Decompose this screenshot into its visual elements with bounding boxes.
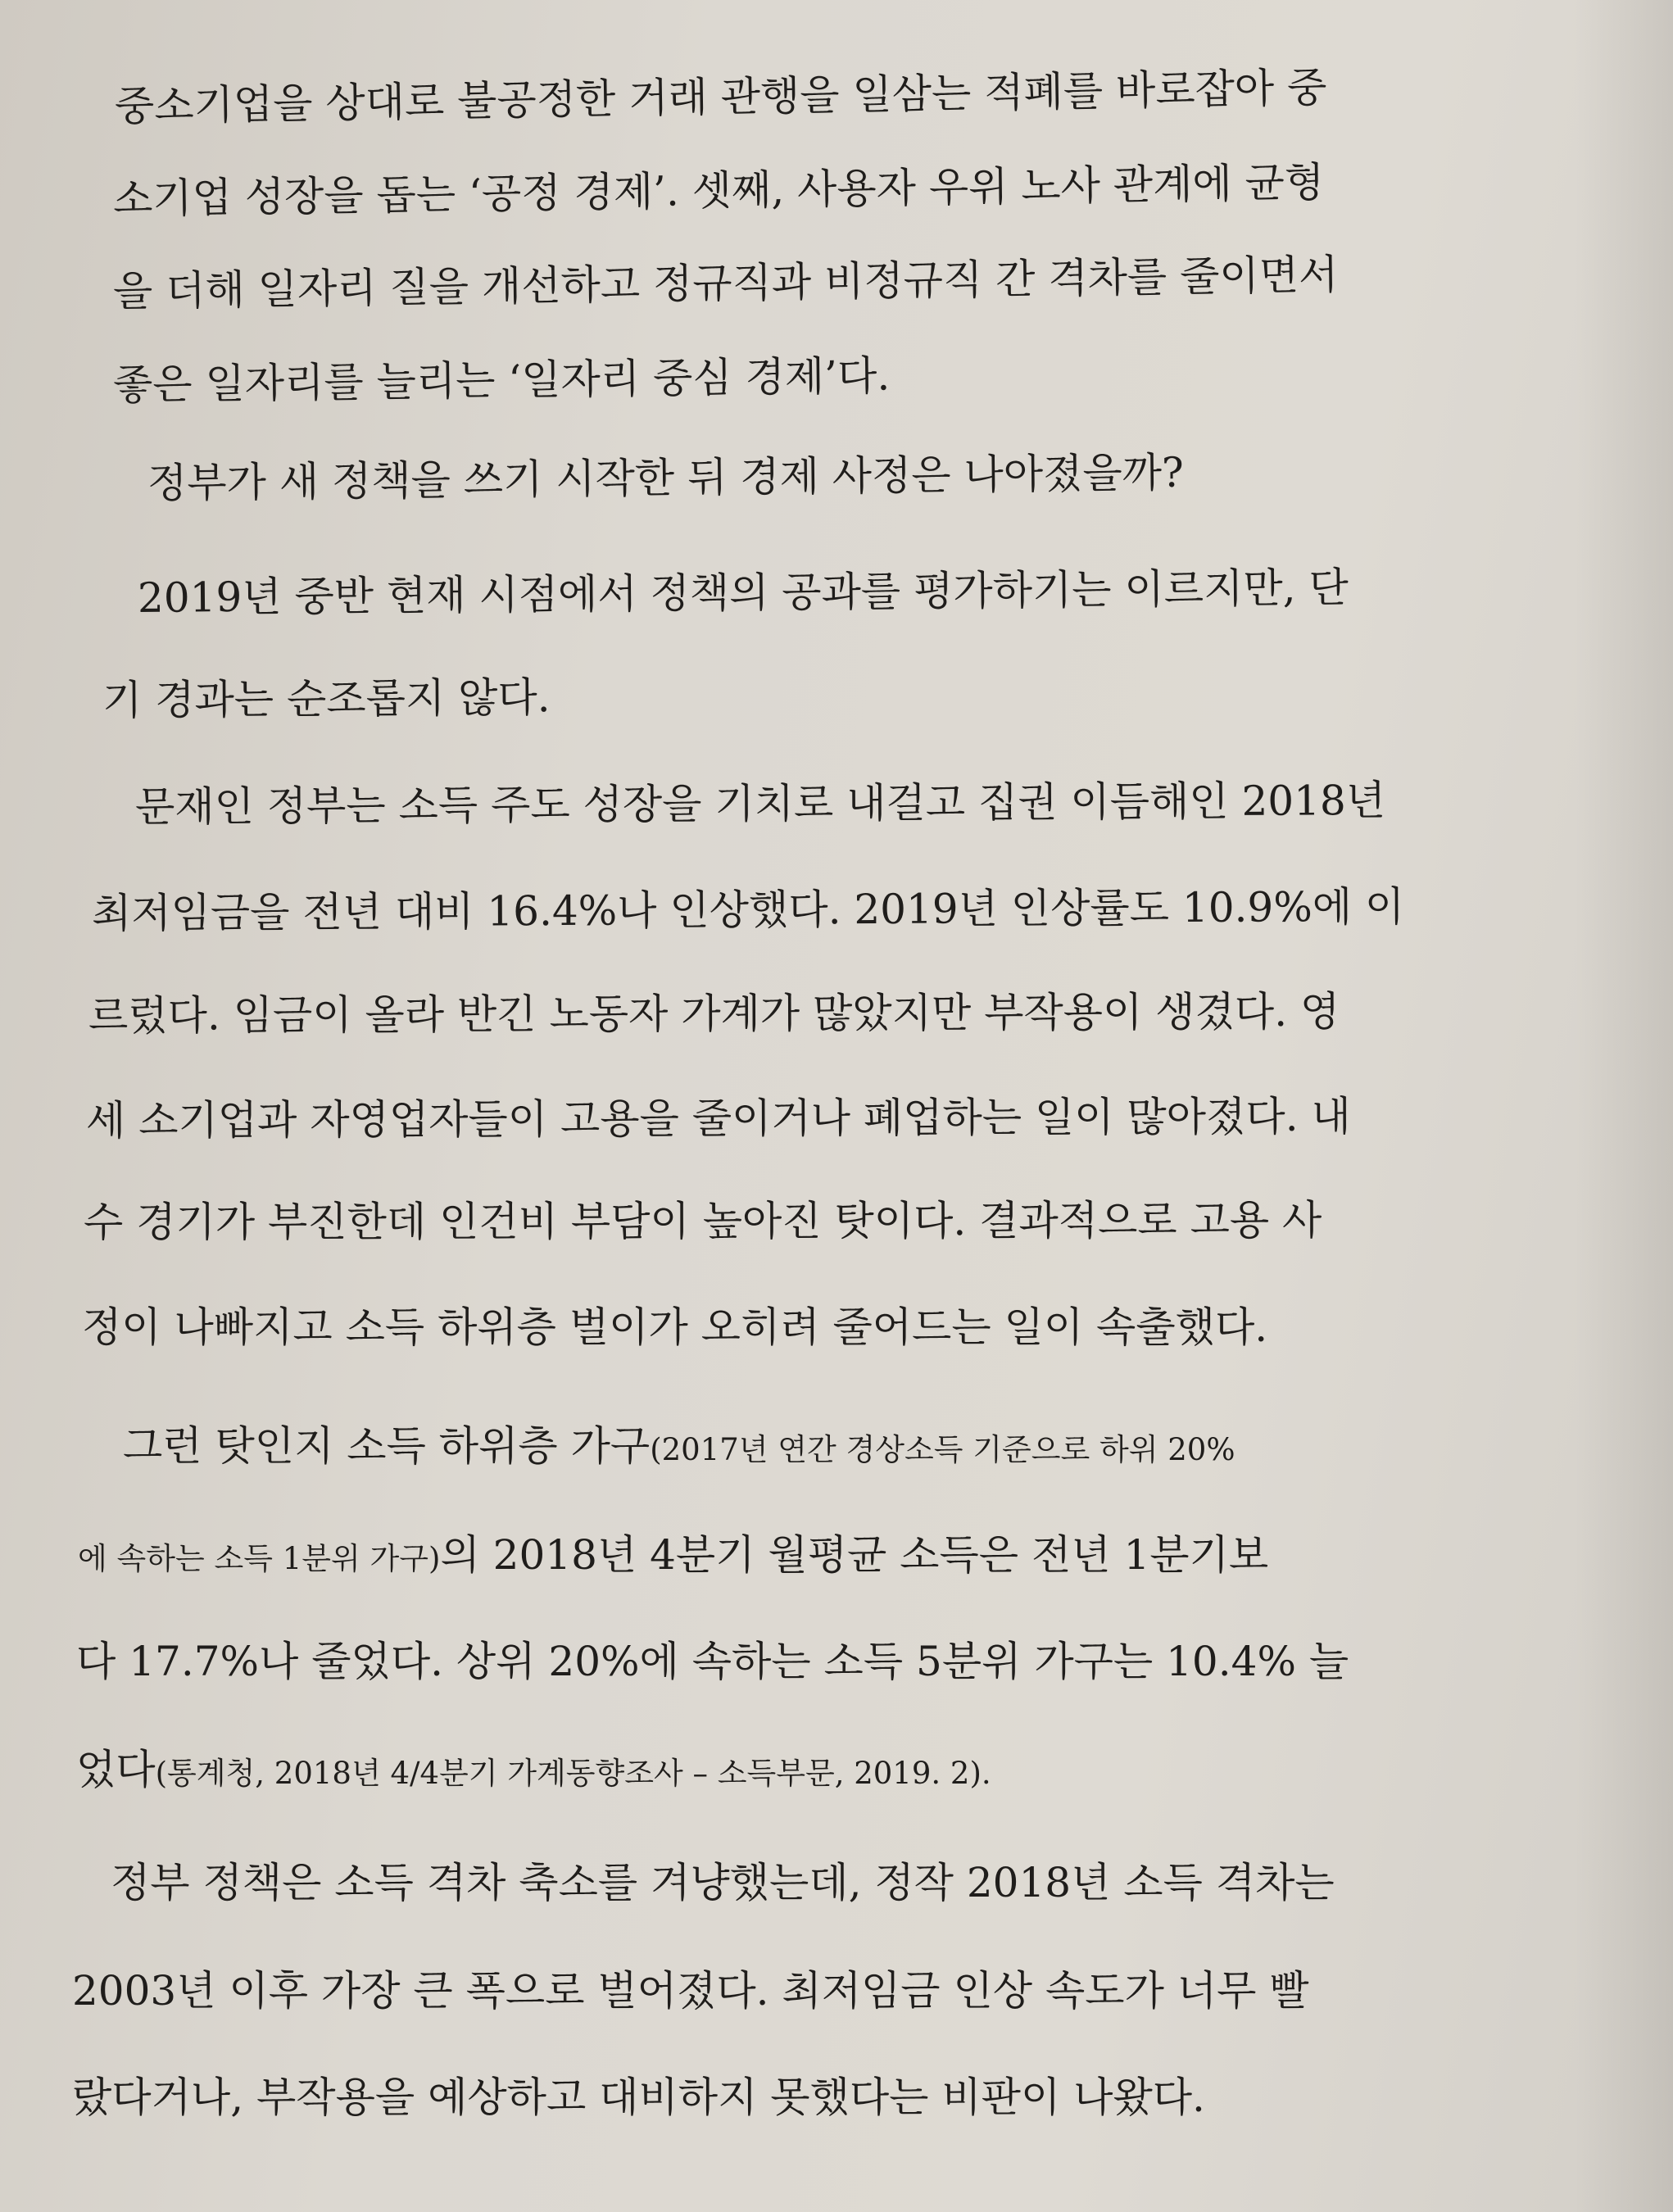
text-line: 문재인 정부는 소득 주도 성장을 기치로 내걸고 집권 이듬해인 2018년 [134,777,1386,831]
parenthetical-note: 에 속하는 소득 1분위 가구) [78,1541,441,1576]
text-line: 좋은 일자리를 늘리는 ‘일자리 중심 경제’다. [112,351,891,409]
text-line [76,1745,991,1798]
text-segment: 그런 탓인지 소득 하위층 가구 [123,1422,651,1470]
text-line: 정부 정책은 소득 격차 축소를 겨냥했는데, 정작 2018년 소득 격차는 [111,1859,1335,1906]
text-line: 기 경과는 순조롭지 않다. [102,673,551,724]
text-segment: 었다 [76,1746,156,1793]
text-line: 다 17.7%나 줄었다. 상위 20%에 속하는 소득 5분위 가구는 10.4% 늘 [76,1638,1349,1685]
text-line: 르렀다. 임금이 올라 반긴 노동자 가계가 많았지만 부작용이 생겼다. 영 [88,987,1340,1040]
text-line: 정이 나빠지고 소득 하위층 벌이가 오히려 줄어드는 일이 속출했다. [82,1303,1268,1351]
text-segment: 의 2018년 4분기 월평균 소득은 전년 1분기보 [440,1531,1269,1579]
parenthetical-note: (2017년 연간 경상소득 기준으로 하위 20% [650,1432,1235,1467]
text-line: 2019년 중반 현재 시점에서 정책의 공과를 평가하기는 이르지만, 단 [137,564,1349,622]
text-line: 최저임금을 전년 대비 16.4%나 인상했다. 2019년 인상률도 10.9%에 이 [91,882,1405,937]
text-line: 정부가 새 정책을 쓰기 시작한 뒤 경제 사정은 나아졌을까? [147,448,1185,507]
text-line: 수 경기가 부진한데 인건비 부담이 높아진 탓이다. 결과적으로 고용 사 [83,1196,1322,1246]
text-line: 중소기업을 상대로 불공정한 거래 관행을 일삼는 적폐를 바로잡아 중 [114,63,1327,130]
source-citation: (통계청, 2018년 4/4분기 가계동향조사 – 소득부문, 2019. 2). [155,1756,991,1791]
text-line: 2003년 이후 가장 큰 폭으로 벌어졌다. 최저임금 인상 속도가 너무 빨 [72,1967,1309,2015]
text-line [78,1530,1268,1584]
text-line: 소기업 성장을 돕는 ‘공정 경제’. 셋째, 사용자 우위 노사 관계에 균형 [112,158,1325,223]
text-line: 세 소기업과 자영업자들이 고용을 줄이거나 폐업하는 일이 많아졌다. 내 [85,1092,1351,1145]
text-line: 랐다거나, 부작용을 예상하고 대비하지 못했다는 비판이 나왔다. [72,2074,1205,2121]
text-line: 을 더해 일자리 질을 개선하고 정규직과 비정규직 간 격차를 줄이면서 [112,251,1339,315]
text-line [123,1421,1235,1475]
